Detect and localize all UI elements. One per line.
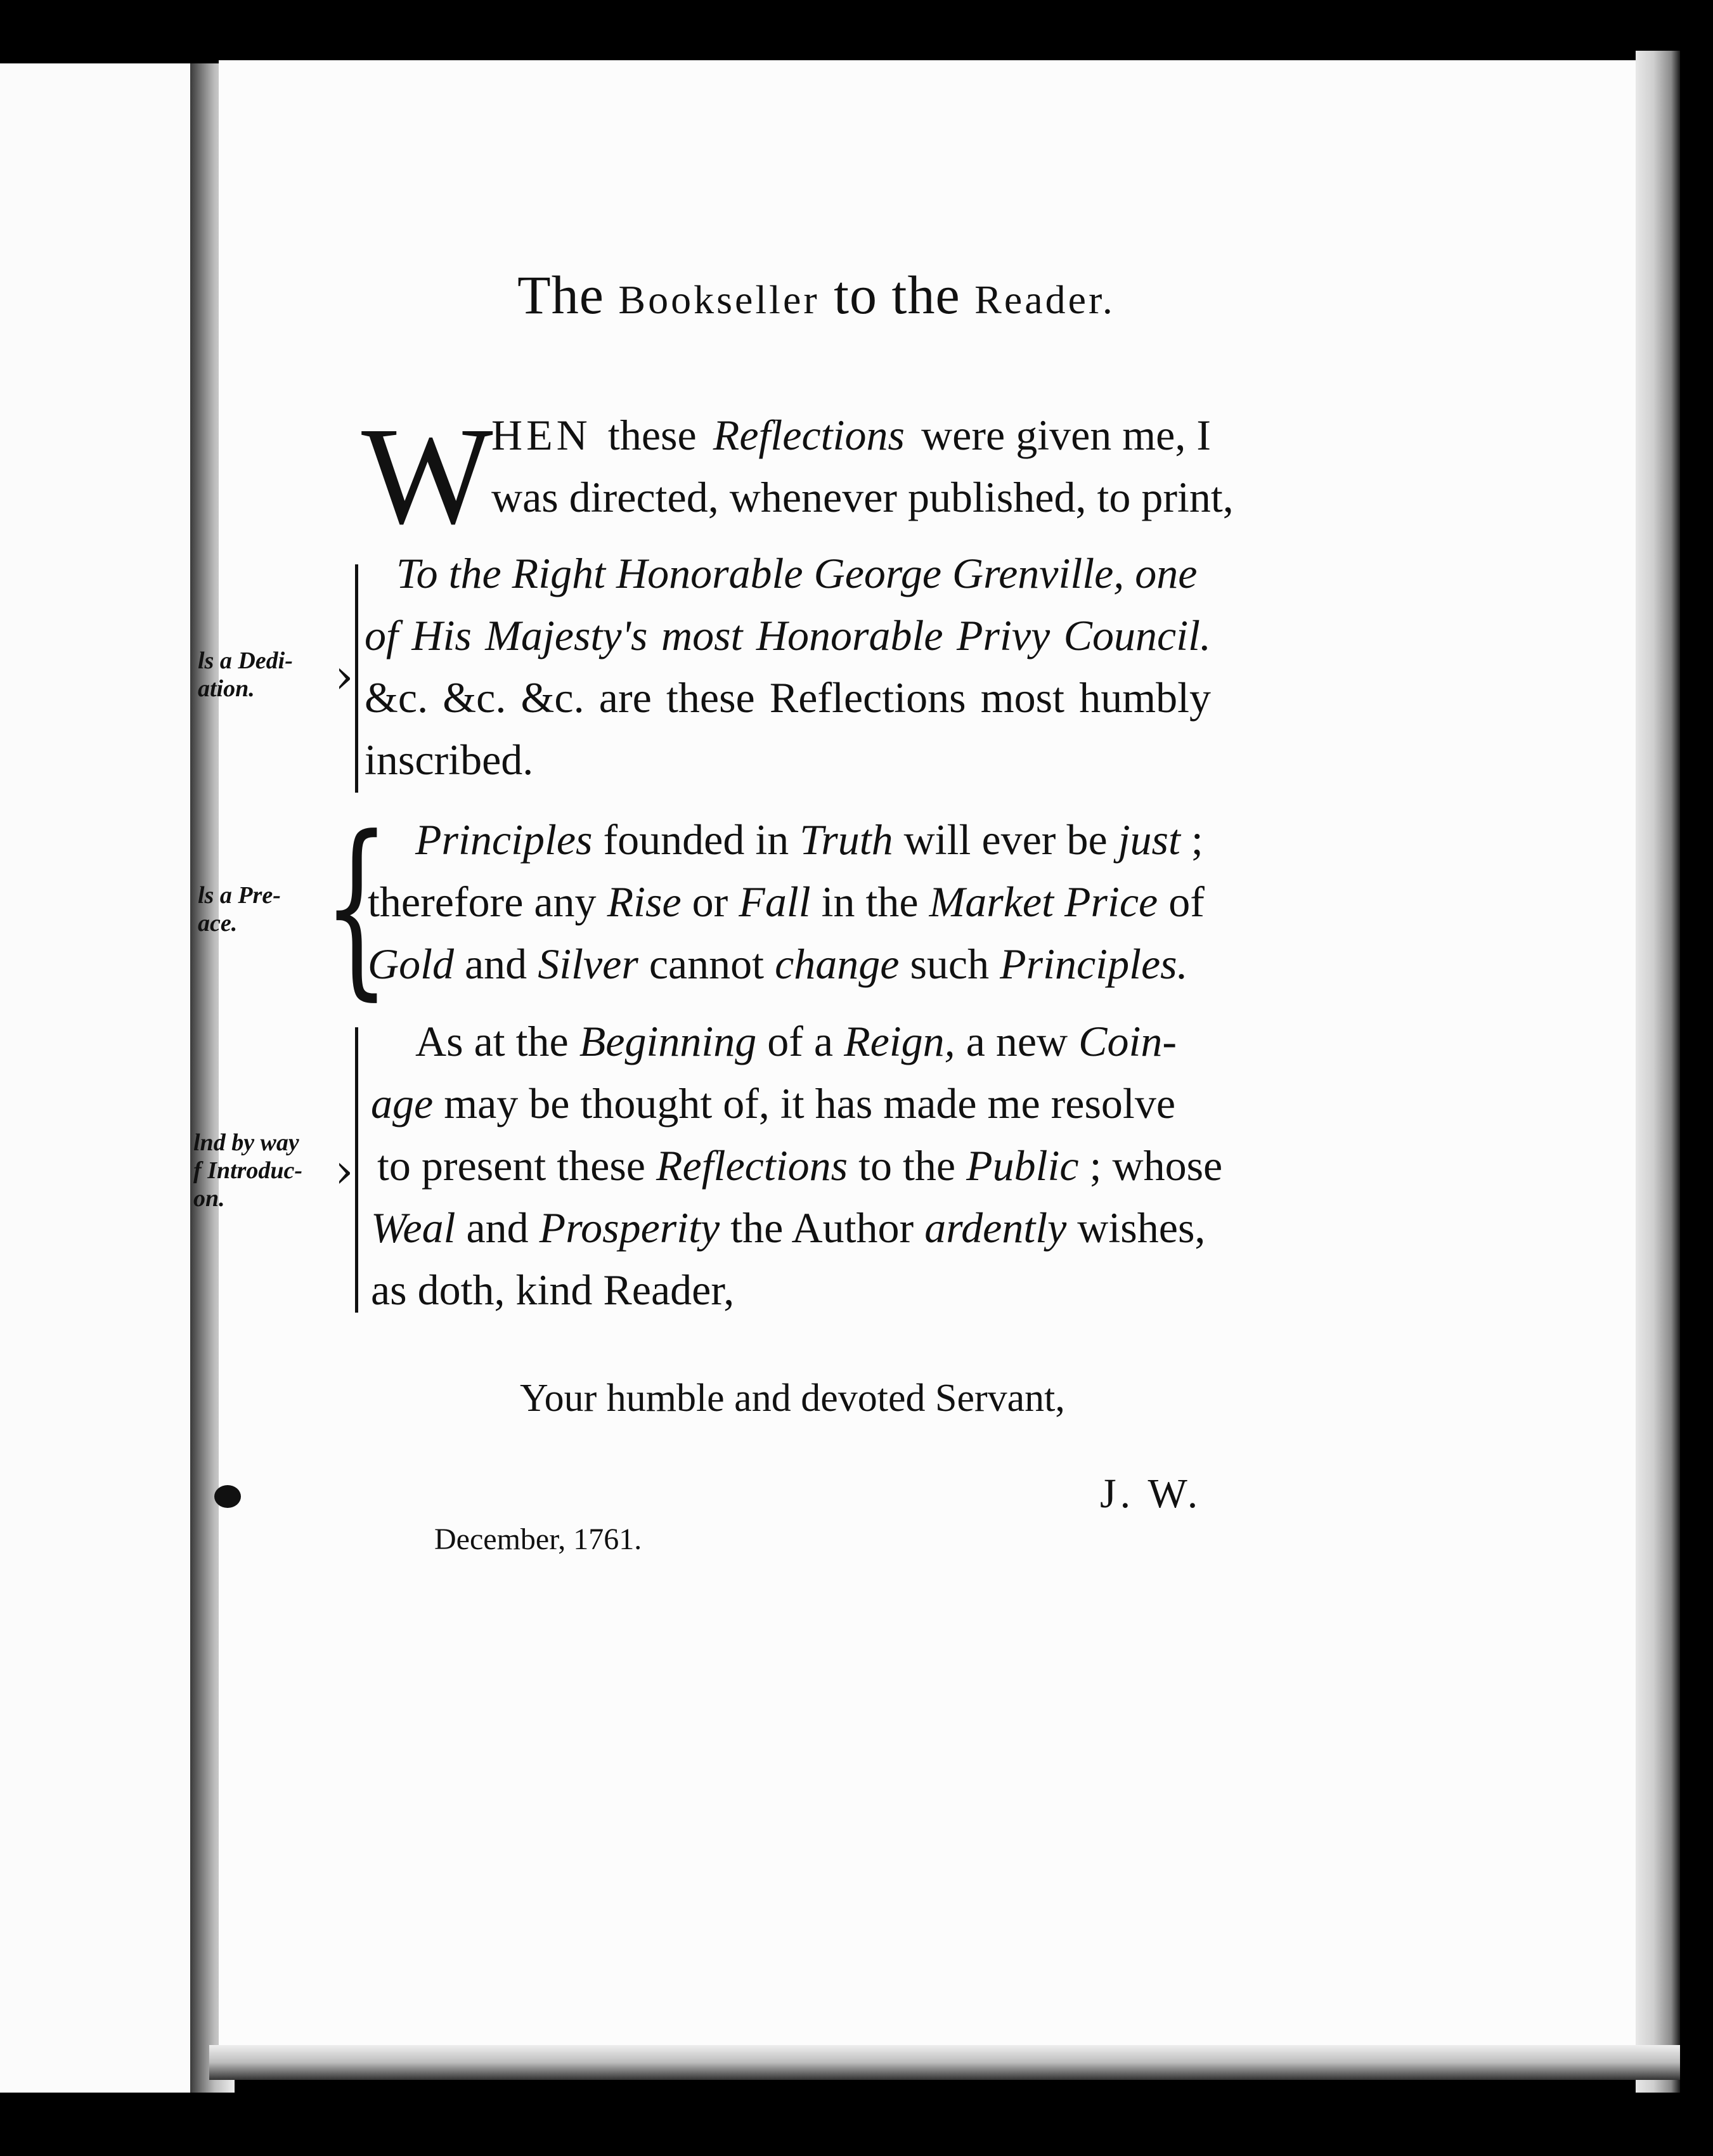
closing-line: Your humble and devoted Servant, <box>520 1377 1065 1420</box>
paragraph2-line3: Gold and Silver cannot change such Principles. <box>368 940 1188 988</box>
page-right-edge <box>1636 51 1680 2093</box>
paragraph3-line1: As at the Beginning of a Reign, a new Coin- <box>415 1017 1177 1065</box>
paragraph3-line5: as doth, kind Reader, <box>371 1266 735 1314</box>
dedication-line1: To the Right Honorable George Grenville, one <box>396 549 1198 597</box>
dedication-bracket-point: › <box>335 649 354 704</box>
page-bottom-edge <box>209 2045 1680 2080</box>
page-title: The Bookseller to the Reader. <box>517 264 1115 325</box>
dedication-line2: of His Majesty's most Honorable Privy Council. <box>365 611 1211 659</box>
ink-blot <box>214 1485 241 1508</box>
margin-note-preface: ls a Pre- ace. <box>198 882 281 937</box>
paragraph1-line2: was directed, whenever published, to print, <box>491 473 1234 521</box>
introduction-bracket-point: › <box>335 1144 354 1198</box>
preface-brace: { <box>323 796 390 1017</box>
margin-note-dedication: ls a Dedi- ation. <box>198 647 293 702</box>
paragraph3-line3: to present these Reflections to the Public ; whose <box>377 1141 1223 1190</box>
date-line: December, 1761. <box>434 1523 642 1556</box>
margin-note-introduction: lnd by way f Introduc- on. <box>193 1129 303 1212</box>
dedication-line3: &c. &c. &c. are these Reflections most humbly <box>365 673 1211 722</box>
previous-page-edge <box>0 63 190 2093</box>
signature: J. W. <box>1100 1471 1202 1517</box>
paragraph2-line2: therefore any Rise or Fall in the Market Price of <box>368 878 1205 926</box>
dedication-line4: inscribed. <box>365 736 534 784</box>
paragraph3-line4: Weal and Prosperity the Author ardently wishes, <box>371 1204 1206 1252</box>
paragraph2-line1: Principles founded in Truth will ever be just ; <box>415 815 1203 864</box>
paragraph1-line1: HEN these Reflections were given me, I <box>491 411 1211 459</box>
paragraph3-line2: age may be thought of, it has made me resolve <box>371 1079 1175 1127</box>
drop-cap: W <box>361 398 493 553</box>
